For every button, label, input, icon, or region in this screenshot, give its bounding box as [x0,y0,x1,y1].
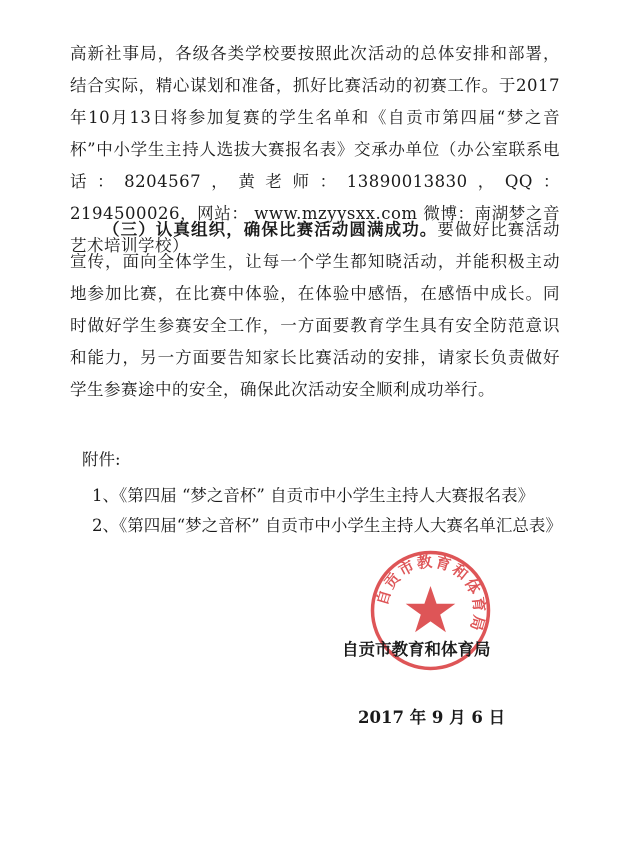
attachment-item-1: 1、《第四届 “梦之音杯” 自贡市中小学生主持人大赛报名表》 [92,486,535,505]
document-date: 2017 年 9 月 6 日 [358,708,506,727]
attachments-label: 附件: [82,450,121,469]
seal-star-icon [406,586,456,632]
svg-text:自贡市教育和体育局: 自贡市教育和体育局 [372,552,489,635]
attachment-item-2: 2、《第四届“梦之音杯” 自贡市中小学生主持人大赛名单汇总表》 [92,516,562,535]
paragraph-2 [70,214,560,406]
section-heading: （三）认真组织，确保比赛活动圆满成功。 [103,220,438,239]
signature-organization: 自贡市教育和体育局 [342,640,491,659]
paragraph-1: 高新社事局，各级各类学校要按照此次活动的总体安排和部署，结合实际，精心谋划和准备，抓好比赛活动的初赛工作。于2017年10月13日将参加复赛的学生名单和《自贡市第四届“梦之音杯”中小学生主持人选拔大赛报名表》交承办单位（办公室联系电话：8204567，黄老师：13890013830，QQ：2194500026，网站： www.mzyysxx.com 微博：南湖梦之音艺术培训学校） [70,44,560,255]
paragraph-2-body: 要做好比赛活动宣传，面向全体学生，让每一个学生都知晓活动，并能积极主动地参加比赛，在比赛中体验，在体验中感悟，在感悟中成长。同时做好学生参赛安全工作，一方面要教育学生具有安全防范意识和能力，另一方面要告知家长比赛活动的安排，请家长负责做好学生参赛途中的安全，确保此次活动安全顺利成功举行。 [70,220,561,399]
